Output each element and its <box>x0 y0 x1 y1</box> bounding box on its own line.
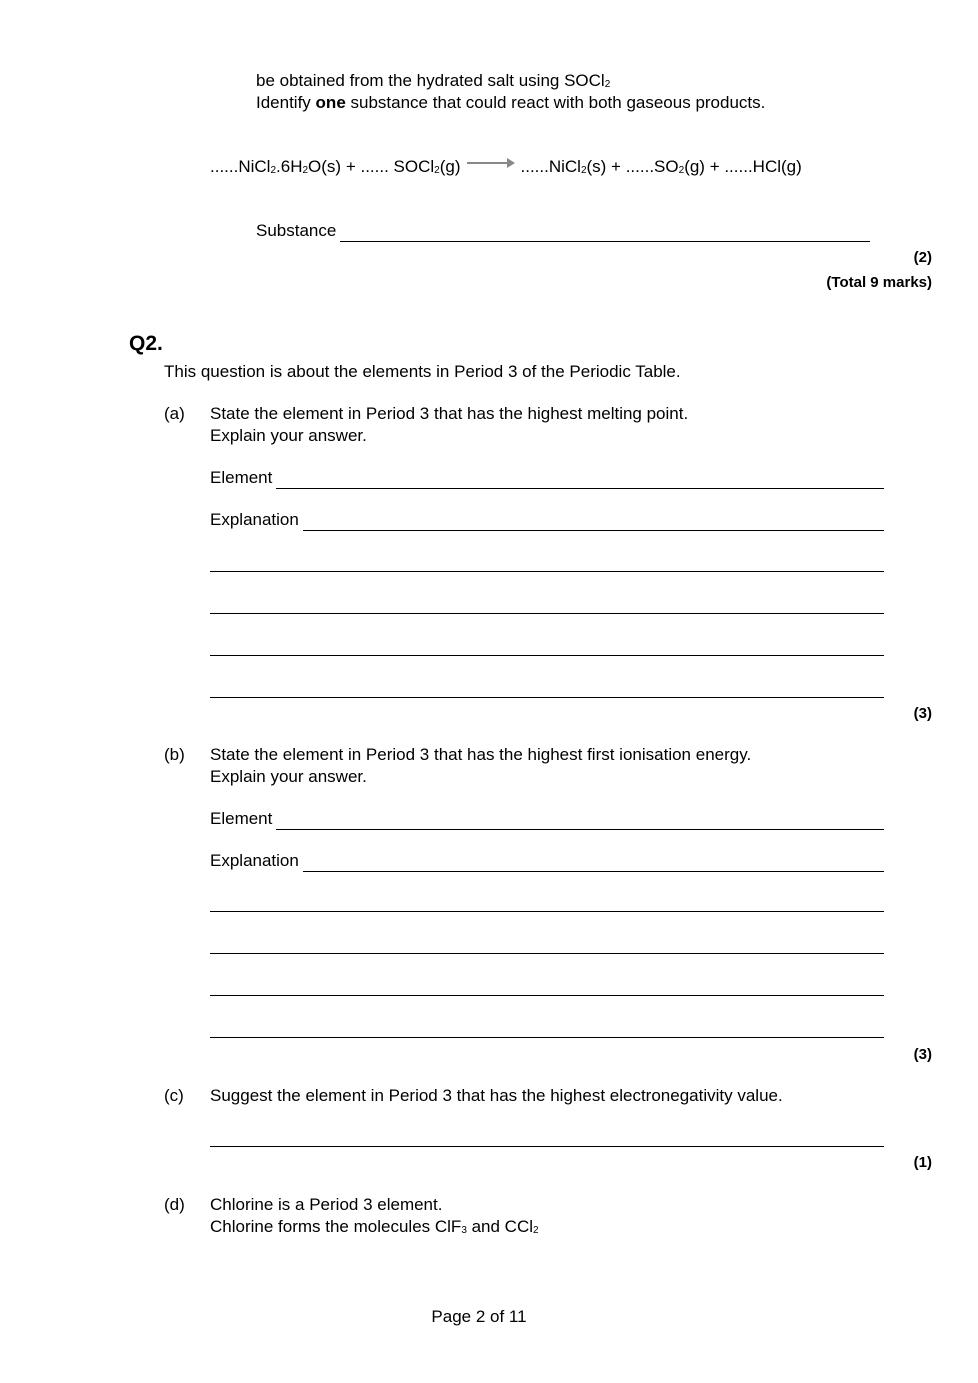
part-a-answer-line[interactable] <box>210 571 884 572</box>
part-a-label: (a) <box>164 404 185 423</box>
mark-c: (1) <box>913 1154 932 1171</box>
part-b-line-1: State the element in Period 3 that has the highest first ionisation energy. <box>210 745 752 764</box>
part-b-answer-line[interactable] <box>210 953 884 954</box>
equation: $......NiCl_2.6H_2O(s)$ + ...... SOCl$_2$(g) ......NiCl$_2$(s) + $......SO_2(g) + ......HCl(g)$ <box>210 157 802 176</box>
mark-a: (3) <box>913 705 932 722</box>
mark-b: (3) <box>913 1046 932 1063</box>
part-d-line-1: Chlorine is a Period 3 element. <box>210 1195 443 1214</box>
part-a-explanation-line[interactable] <box>210 509 884 531</box>
part-a-line-2: Explain your answer. <box>210 426 367 445</box>
substance-answer-line[interactable] <box>256 220 870 242</box>
intro-line-2: Identify one substance that could react with both gaseous products. <box>256 93 766 112</box>
substance-label: Substance <box>256 221 337 240</box>
part-b-answer-line[interactable] <box>210 995 884 996</box>
part-a-element-line[interactable] <box>210 467 884 489</box>
part-b-answer-line[interactable] <box>210 1037 884 1038</box>
part-a-line-1: State the element in Period 3 that has the highest melting point. <box>210 404 689 423</box>
part-d-label: (d) <box>164 1195 185 1214</box>
part-b-element-label: Element <box>210 809 273 828</box>
part-a-explanation-label: Explanation <box>210 510 299 529</box>
part-a-answer-line[interactable] <box>210 697 884 698</box>
part-b-element-line[interactable] <box>210 808 884 830</box>
part-a-answer-line[interactable] <box>210 613 884 614</box>
part-b-line-2: Explain your answer. <box>210 767 367 786</box>
intro-line-1: be obtained from the hydrated salt using SOCl$_2$ <box>256 71 611 90</box>
question-number: Q2. <box>129 332 163 355</box>
mark-q1: (2) <box>913 249 932 266</box>
part-a-answer-line[interactable] <box>210 655 884 656</box>
part-b-explanation-label: Explanation <box>210 851 299 870</box>
part-d-line-2: Chlorine forms the molecules ClF$_3$ and CCl$_2$ <box>210 1217 539 1236</box>
part-b-label: (b) <box>164 745 185 764</box>
part-c-answer-line[interactable] <box>210 1146 884 1147</box>
q2-intro: This question is about the elements in Period 3 of the Periodic Table. <box>164 362 681 381</box>
part-a-element-label: Element <box>210 468 273 487</box>
right-arrow-icon <box>467 158 515 168</box>
page-footer: Page 2 of 11 <box>431 1307 527 1326</box>
part-c-line-1: Suggest the element in Period 3 that has the highest electronegativity value. <box>210 1086 783 1105</box>
part-b-answer-line[interactable] <box>210 911 884 912</box>
part-c-label: (c) <box>164 1086 184 1105</box>
total-marks: (Total 9 marks) <box>826 274 932 291</box>
part-b-explanation-line[interactable] <box>210 850 884 872</box>
